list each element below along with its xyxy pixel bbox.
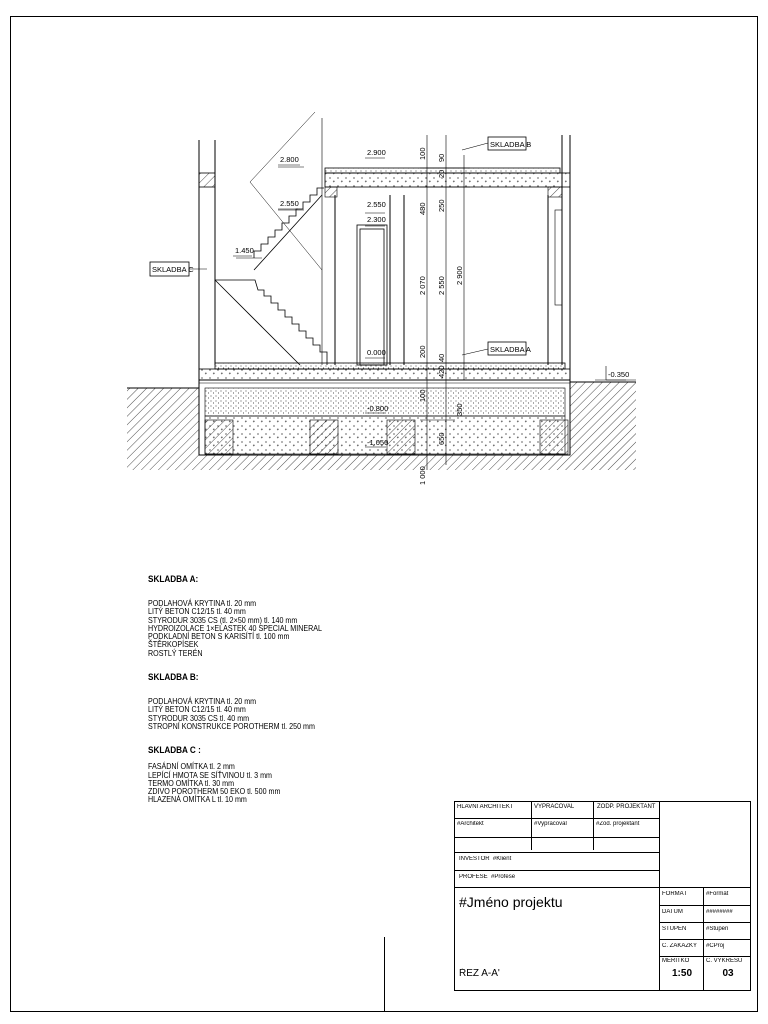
label-skladba-b: SKLADBA B — [490, 140, 532, 149]
format-label: FORMÁT — [662, 891, 688, 897]
level-0000: 0.000 — [367, 348, 386, 357]
level-2550: 2.550 — [367, 200, 386, 209]
note-line: LITÝ BETON C12/15 tl. 40 mm — [148, 606, 246, 617]
profese-label: PROFESE — [459, 874, 488, 880]
rule — [659, 922, 750, 923]
rule — [659, 956, 750, 957]
rule — [455, 852, 659, 853]
level-2900: 2.900 — [367, 148, 386, 157]
meritko-label: MĚŘÍTKO — [662, 958, 690, 964]
dim-2550: 2 550 — [437, 276, 446, 295]
dim-40: 40 — [437, 353, 446, 362]
note-line: LITÝ BETON C12/15 tl. 40 mm — [148, 704, 246, 715]
label-skladba-c: SKLADBA C — [152, 265, 194, 274]
investor-value: #Klient — [492, 856, 512, 862]
drawing-name: ŘEZ A-A' — [459, 968, 500, 979]
ceiling-slab — [199, 168, 570, 197]
blank-top-right — [659, 802, 750, 888]
skladba-b-title: SKLADBA B: — [148, 672, 199, 684]
skladba-a-lines — [148, 599, 440, 657]
note-line: HYDROIZOLACE 1×ELASTEK 40 SPECIAL MINERAL — [148, 622, 323, 633]
dim-480: 480 — [418, 202, 427, 215]
skladba-c-title: SKLADBA C : — [148, 745, 201, 757]
label-vypracoval: VYPRACOVAL — [531, 802, 593, 850]
label-hlavni-architekt: HLAVNÍ ARCHITEKT — [457, 804, 514, 810]
profese-row — [459, 874, 659, 884]
note-line: STYRODUR 3035 CS (tl. 2×50 mm) tl. 140 mm — [148, 614, 298, 625]
level-2300: 2.300 — [367, 215, 386, 224]
dim-1000: 1 000 — [418, 466, 427, 485]
vykresu-value: 03 — [722, 968, 734, 979]
vypracoval-value: #Vypracoval — [534, 821, 567, 827]
dim-650: 650 — [437, 432, 446, 445]
label-zodp-projektant: ZODP. PROJEKTANT — [593, 802, 659, 850]
skladba-a-title: SKLADBA A: — [148, 574, 199, 585]
rule — [455, 818, 659, 819]
note-line: STYRODUR 3035 CS tl. 40 mm — [148, 712, 250, 723]
level-2800: 2.800 — [280, 155, 299, 164]
investor-label: INVESTOR — [459, 856, 490, 862]
vykresu-label: Č. VÝKRESU — [706, 958, 743, 964]
dim-2900: 2 900 — [455, 266, 464, 285]
level-1450: 1.450 — [235, 246, 254, 255]
profese-value: #Profese — [491, 874, 516, 880]
door — [357, 225, 387, 365]
note-line: PODLAHOVÁ KRYTINA tl. 20 mm — [148, 696, 257, 707]
note-line: TERMO OMÍTKA tl. 30 mm — [148, 777, 235, 788]
note-line: ŠTĚRKOPÍSEK — [148, 639, 199, 650]
sheet-divider-line — [384, 937, 385, 1011]
projektant-value: #Zod. projektant — [596, 821, 640, 827]
note-line: ZDIVO POROTHERM 50 EKO tl. 500 mm — [148, 786, 281, 797]
format-value: #Formát — [706, 891, 729, 897]
meritko-value: 1:50 — [671, 968, 692, 979]
rule — [659, 939, 750, 940]
level-m0350: -0.350 — [608, 370, 630, 379]
note-line: FASÁDNÍ OMÍTKA tl. 2 mm — [148, 761, 235, 772]
stairs — [215, 112, 327, 365]
project-name: #Jméno projektu — [459, 894, 563, 910]
rule — [659, 905, 750, 906]
dim-20: 20 — [437, 169, 446, 178]
note-line: PODKLADNÍ BETON S KARISÍTÍ tl. 100 mm — [148, 631, 290, 642]
datum-label: DATUM — [662, 909, 683, 915]
note-line: PODLAHOVÁ KRYTINA tl. 20 mm — [148, 598, 257, 608]
composition-notes — [148, 575, 440, 804]
datum-value: ######## — [706, 909, 733, 915]
skladba-b-lines — [148, 697, 440, 730]
dim-90: 90 — [437, 153, 446, 162]
note-line: STROPNÍ KONSTRUKCE POROTHERM tl. 250 mm — [148, 720, 315, 731]
dim-250: 250 — [437, 199, 446, 212]
stupen-label: STUPEŇ — [662, 926, 687, 932]
floor-slab — [199, 363, 570, 380]
investor-row — [459, 856, 659, 866]
skladba-c-lines — [148, 762, 440, 803]
walls — [199, 118, 570, 380]
note-line: LEPÍCÍ HMOTA SE SÍŤVINOU tl. 3 mm — [148, 769, 272, 780]
dim-420: 420 — [437, 365, 446, 378]
note-line: ROSTLÝ TERÉN — [148, 647, 203, 658]
architekt-value: #Architekt — [457, 821, 484, 827]
note-line: HLAZENÁ OMÍTKA L tl. 10 mm — [148, 794, 247, 805]
zakazky-value: #ČProj — [706, 943, 725, 949]
rule — [455, 837, 659, 838]
level-m0800: -0.800 — [367, 404, 389, 413]
label-skladba-a: SKLADBA A — [490, 345, 531, 354]
dim-200: 200 — [418, 345, 427, 358]
rule — [455, 870, 659, 871]
dim-100b: 100 — [418, 389, 427, 402]
stupen-value: #Stupen — [706, 926, 729, 932]
title-block — [454, 801, 751, 991]
dim-2070: 2 070 — [418, 276, 427, 295]
dim-350: 350 — [455, 403, 464, 416]
zakazky-label: Č. ZAKÁZKY — [662, 943, 698, 949]
level-m1050: -1.050 — [367, 438, 389, 447]
level-2550-stair: 2.550 — [280, 199, 299, 208]
dim-100: 100 — [418, 147, 427, 160]
